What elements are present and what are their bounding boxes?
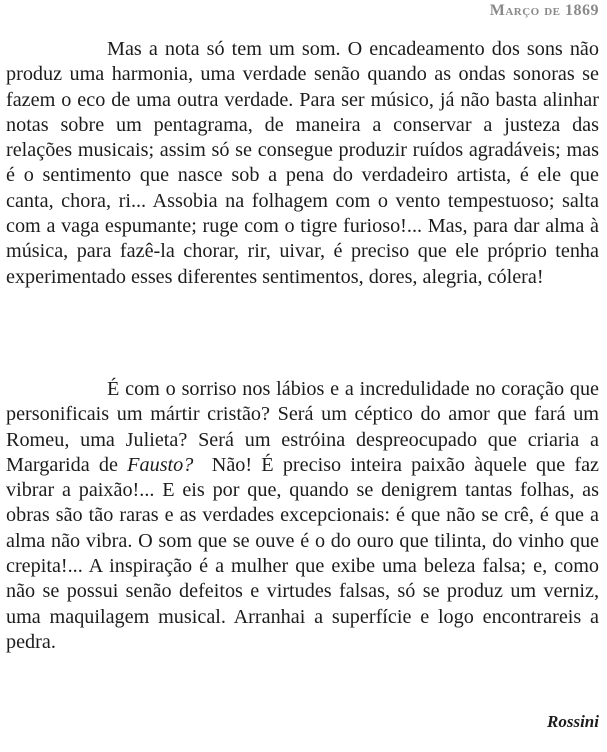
author-signature: Rossini (547, 712, 599, 731)
paragraph-2 (6, 377, 605, 655)
paragraph-1-text: Mas a nota só tem um som. O encadeamento dos sons não produz uma harmonia, uma verdade senão quando as ondas sonoras se fazem o eco de uma outra verdade. Para ser músico, já não basta alinhar notas sobre um pentagrama, de maneira a conservar a justeza das relações musicais; assim só se consegue produzir ruídos agradáveis; mas é o sentimento que nasce sob a pena do verdadeiro artista, é ele que canta, chora, ri... Assobia na folhagem com o vento tempestuoso; salta com a vaga espumante; ruge com o tigre furioso!... Mas, para dar alma à música, para fazê-la chorar, rir, uivar, é preciso que ele próprio tenha experimentado esses diferentes sentimentos, dores, alegria, cólera! (6, 38, 599, 288)
running-header: Março de 1869 (489, 2, 599, 19)
paragraph-1 (6, 37, 599, 290)
paragraph-2-text-after: Não! É preciso inteira paixão àquele que faz vibrar a paixão!... E eis por que, quando se denigrem tantas folhas, as obras são tão raras e as verdades excepcionais: é que não se crê, é que a alma não vibra. O som que se ouve é o do ouro que tilinta, do vinho que crepita!... A inspiração é a mulher que exibe uma beleza falsa; e, como não se possui senão defeitos e virtudes falsas, só se produz um verniz, uma maquilagem musical. Arranhai a superfície e logo encontrareis a pedra. (6, 453, 605, 653)
work-title-fausto: Fausto? (127, 453, 194, 476)
paragraph-2-text-before: É com o sorriso nos lábios e a incredulidade no coração que personificais um mártir cristão? Será um céptico do amor que fará um Romeu, uma Julieta? Será um estróina despreocupado que criaria a Margarida de (6, 378, 599, 476)
